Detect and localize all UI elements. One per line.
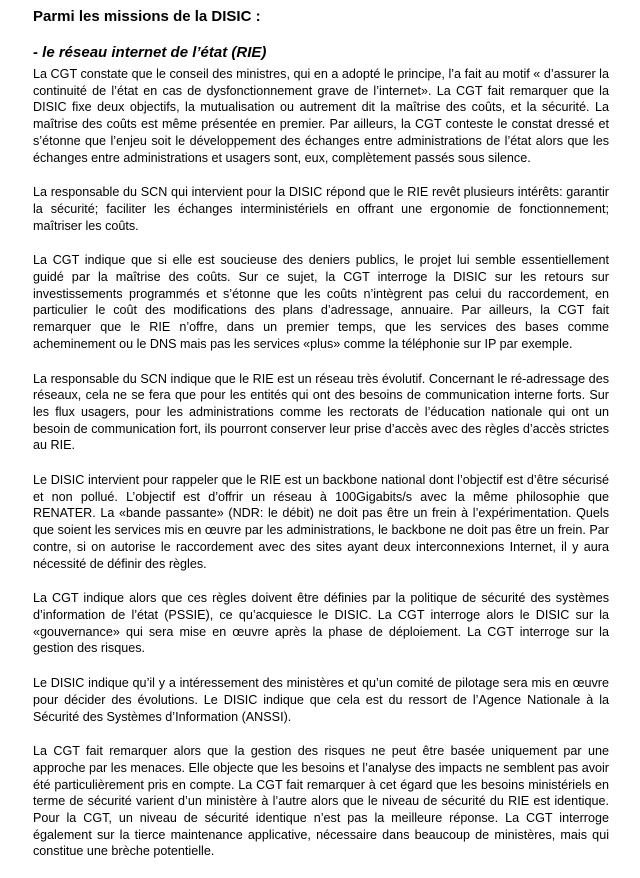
page-title: Parmi les missions de la DISIC :	[33, 8, 261, 25]
paragraph: La responsable du SCN qui intervient pour la DISIC répond que le RIE revêt plusieurs intérêts: garantir la sécurité; faciliter les échanges interministériels en offrant une ergonomie de fonctionnement; maîtriser les coûts.	[33, 185, 609, 233]
paragraph: La CGT indique que si elle est soucieuse des deniers publics, le projet lui semble essentiellement guidé par la maîtrise des coûts. Sur ce sujet, la CGT interroge la DISIC sur les retours sur investissements programmés et s’étonne que les coûts n’intègrent pas celui du raccordement, en particulier le coût des modifications des plans d’adressage, annuaire. Par ailleurs, la CGT fait remarquer que le RIE n’offre, dans un premier temps, que les services des bases comme acheminement ou le DNS mais pas les services «plus» comme la téléphonie sur IP par exemple.	[33, 253, 609, 351]
section-subtitle: - le réseau internet de l’état (RIE)	[33, 44, 267, 61]
paragraph: Le DISIC indique qu’il y a intéressement des ministères et qu’un comité de pilotage sera mis en œuvre pour décider des évolutions. Le DISIC indique que cela est du ressort de l’Agence Nationale à la Sécurité des Systèmes d’Information (ANSSI).	[33, 676, 609, 724]
paragraph: La CGT constate que le conseil des ministres, qui en a adopté le principe, l’a fait au motif « d’assurer la continuité de l’état en cas de dysfonctionnement grave de l’internet». La CGT fait remarquer que la DISIC fixe deux objectifs, la mutualisation ou autrement dit la maîtrise des coûts, et la sécurité. La maîtrise des coûts est même présentée en premier. Par ailleurs, la CGT conteste le constat dressé et s’étonne que l’enjeu soit le développement des échanges entre administrations de l’état alors que les échanges entre administrations et usagers sont, eux, complètement passés sous silence.	[33, 67, 609, 165]
paragraph: Le DISIC intervient pour rappeler que le RIE est un backbone national dont l’objectif est d’être sécurisé et non pollué. L’objectif est d’offrir un réseau à 100Gigabits/s avec la même philosophie que RENATER. La «bande passante» (NDR: le débit) ne doit pas être un frein à l’expérimentation. Quels que soient les services mis en œuvre par les administrations, le backbone ne doit pas être un frein. Par contre, si on autorise le raccordement avec des sites ayant deux interconnexions Internet, il y aura nécessité de définir des règles.	[33, 473, 609, 571]
document-body	[33, 66, 609, 878]
paragraph: La CGT fait remarquer alors que la gestion des risques ne peut être basée uniquement par une approche par les menaces. Elle objecte que les besoins et l’analyse des impacts ne semblent pas avoir été particulièrement pris en compte. La CGT fait remarquer à cet égard que les besoins ministériels en terme de sécurité varient d’un ministère à l’autre alors que le niveau de sécurité du RIE est identique. Pour la CGT, un niveau de sécurité identique n’est pas la meilleure réponse. La CGT interroge également sur la tierce maintenance applicative, nécessaire dans beaucoup de ministères, mais qui constitue une brèche potentielle.	[33, 744, 609, 859]
paragraph: La CGT indique alors que ces règles doivent être définies par la politique de sécurité des systèmes d’information de l’état (PSSIE), ce qu’acquiesce le DISIC. La CGT interroge alors le DISIC sur la «gouvernance» qui sera mise en œuvre après la phase de déploiement. La CGT interroge sur la gestion des risques.	[33, 591, 609, 656]
paragraph: La responsable du SCN indique que le RIE est un réseau très évolutif. Concernant le ré-adressage des réseaux, cela ne se fera que pour les entités qui ont des besoins de communication interne forts. Sur les flux usagers, pour les administrations comme les rectorats de l’éducation nationale qui ont un besoin de communication fort, ils pourront conserver leur prise d’accès avec des règles d’accès strictes au RIE.	[33, 371, 609, 453]
